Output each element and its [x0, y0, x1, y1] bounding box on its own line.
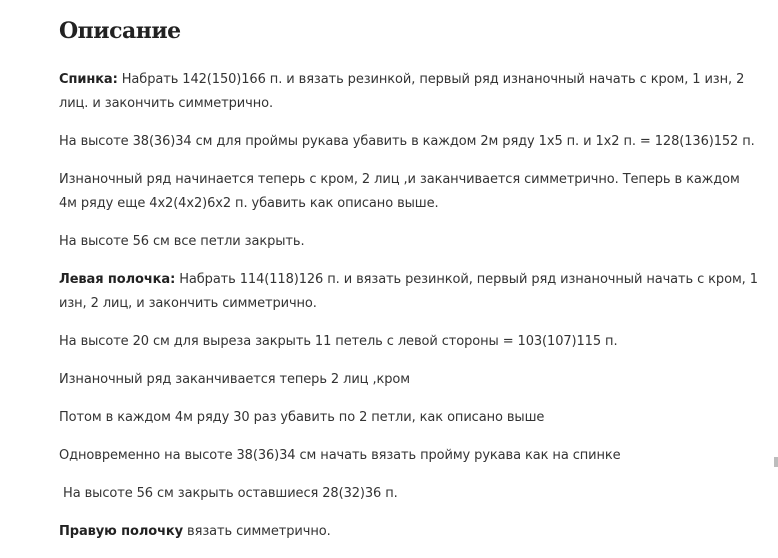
paragraph-armhole: На высоте 38(36)34 см для проймы рукава убавить в каждом 2м ряду 1x5 п. и 1x2 п. = 128(136)152 п.: [59, 134, 755, 149]
text-back: Набрать 142(150)166 п. и вязать резинкой, первый ряд изнаночный начать с кром, 1 изн, 2 лиц. и закончить симметрично.: [59, 72, 745, 111]
label-right-front: Правую полочку: [59, 524, 184, 539]
paragraph-back: [59, 68, 759, 116]
paragraph-simultaneous: Одновременно на высоте 38(36)34 см начать вязать пройму рукава как на спинке: [59, 448, 621, 463]
paragraph-right-front: [59, 520, 759, 544]
scrollbar-thumb[interactable]: [774, 457, 778, 467]
paragraph-decrease: Потом в каждом 4м ряду 30 раз убавить по 2 петли, как описано выше: [59, 410, 545, 425]
article-content: [59, 16, 759, 558]
section-heading: Описание: [59, 18, 181, 44]
paragraph-bind-off: На высоте 56 см все петли закрыть.: [59, 234, 305, 249]
paragraph-purl-row-end: Изнаночный ряд заканчивается теперь 2 лиц ,кром: [59, 372, 410, 387]
paragraph-close-remaining: На высоте 56 см закрыть оставшиеся 28(32)36 п.: [59, 486, 398, 501]
paragraph-left-front: [59, 268, 759, 316]
paragraph-purl-row: Изнаночный ряд начинается теперь с кром, 2 лиц ,и заканчивается симметрично. Теперь в каждом 4м ряду еще 4x2(4x2)6x2 п. убавить как описано выше.: [59, 172, 740, 211]
text-right-front: вязать симметрично.: [183, 524, 331, 539]
paragraph-neckline: На высоте 20 см для выреза закрыть 11 петель с левой стороны = 103(107)115 п.: [59, 334, 618, 349]
label-left-front: Левая полочка:: [59, 272, 176, 287]
text-left-front: Набрать 114(118)126 п. и вязать резинкой, первый ряд изнаночный начать с кром, 1 изн, 2 лиц, и закончить симметрично.: [59, 272, 758, 311]
label-back: Спинка:: [59, 72, 118, 87]
